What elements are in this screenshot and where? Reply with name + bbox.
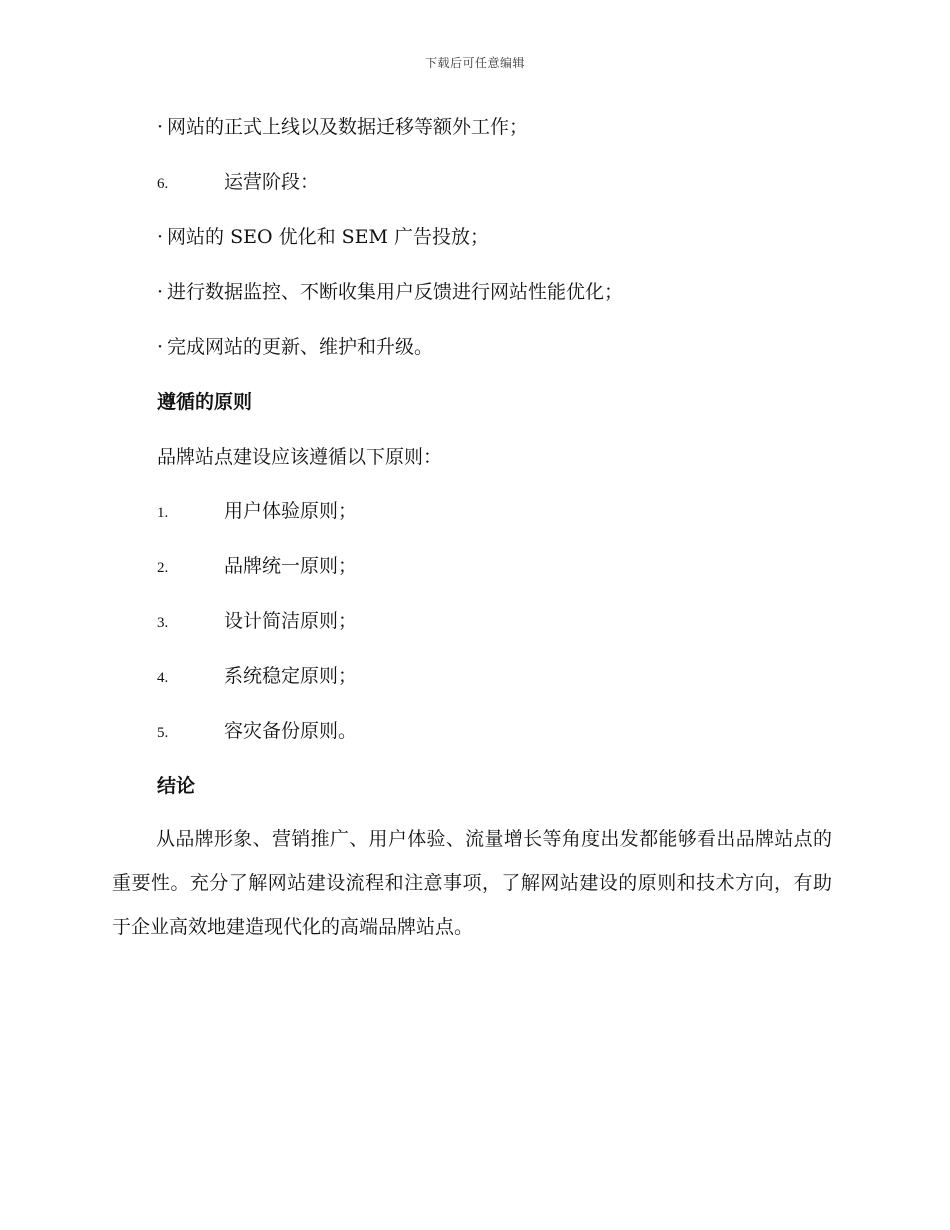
bullet-dot-icon: · [157, 116, 164, 138]
principle-label: 系统稳定原则； [224, 665, 358, 687]
principle-label: 用户体验原则； [224, 500, 358, 522]
section-heading-principles: 遵循的原则 [157, 391, 253, 413]
bullet-item-launch [157, 113, 528, 141]
principle-number: 2. [157, 560, 169, 576]
principle-item-2 [157, 552, 357, 582]
principle-number: 4. [157, 670, 169, 686]
principle-number: 1. [157, 505, 169, 521]
conclusion-paragraph: 从品牌形象、营销推广、用户体验、流量增长等角度出发都能够看出品牌站点的重要性。充分了解网站建设流程和注意事项，了解网站建设的原则和技术方向，有助于企业高效地建造现代化的高端品牌站点。 [112, 828, 832, 938]
step-number: 6. [157, 176, 169, 192]
principle-label: 容灾备份原则。 [224, 720, 358, 742]
bullet-text: 网站的正式上线以及数据迁移等额外工作； [167, 116, 529, 138]
principle-label: 品牌统一原则； [224, 555, 358, 577]
bullet-text: 网站的 SEO 优化和 SEM 广告投放； [167, 226, 490, 248]
bullet-dot-icon: · [157, 226, 164, 248]
principle-item-3 [157, 607, 357, 637]
page-header: 下载后可任意编辑 [424, 56, 525, 70]
step-label: 运营阶段： [224, 171, 320, 193]
bullet-text: 进行数据监控、不断收集用户反馈进行网站性能优化； [167, 281, 624, 303]
bullet-dot-icon: · [157, 281, 164, 303]
principle-number: 3. [157, 615, 169, 631]
principle-item-5 [157, 717, 357, 747]
bullet-item-monitoring [157, 278, 623, 306]
bullet-dot-icon: · [157, 336, 164, 358]
principle-number: 5. [157, 725, 169, 741]
bullet-item-seo [157, 223, 489, 251]
principle-item-4 [157, 662, 357, 692]
bullet-text: 完成网站的更新、维护和升级。 [167, 336, 434, 358]
principle-label: 设计简洁原则； [224, 610, 358, 632]
principles-intro: 品牌站点建设应该遵循以下原则： [157, 446, 443, 468]
principle-item-1 [157, 497, 357, 527]
step-item-6 [157, 168, 319, 198]
bullet-item-maintenance [157, 333, 433, 361]
section-heading-conclusion: 结论 [157, 775, 196, 797]
